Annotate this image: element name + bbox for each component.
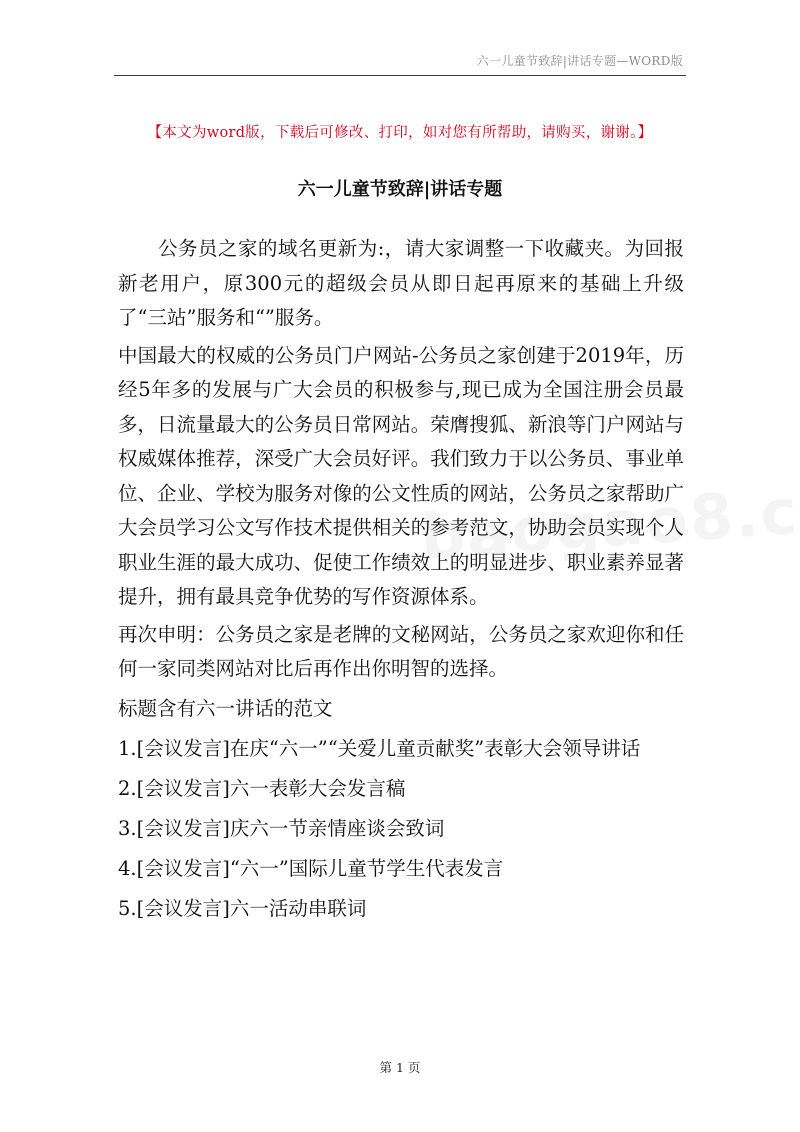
article-list <box>118 692 684 932</box>
list-item: 3.[会议发言]庆六一节亲情座谈会致词 <box>118 816 445 840</box>
list-item: 2.[会议发言]六一表彰大会发言稿 <box>118 776 406 800</box>
paragraph-site-history: 中国最大的权威的公务员门户网站-公务员之家创建于2019年，历经5年多的发展与广大会员的积极参与,现已成为全国注册会员最多，日流量最大的公务员日常网站。荣膺搜狐、新浪等门户网站与权威媒体推荐，深受广大会员好评。我们致力于以公务员、事业单位、企业、学校为服务对像的公文性质的网站，公务员之家帮助广大会员学习公文写作技术提供相关的参考范文，协助会员实现个人职业生涯的最大成功、促使工作绩效上的明显进步、职业素养显著提升，拥有最具竞争优势的写作资源体系。 <box>118 343 684 608</box>
header-divider <box>114 75 686 76</box>
page-number: 第 1 页 <box>379 1060 421 1075</box>
paragraph-intro: 公务员之家的域名更新为:，请大家调整一下收藏夹。为回报新老用户，原300元的超级会员从即日起再原来的基础上升级了“三站”服务和“”服务。 <box>118 237 684 329</box>
purchase-notice: 【本文为word版，下载后可修改、打印，如对您有所帮助，请购买，谢谢。】 <box>147 125 653 141</box>
document-body <box>118 232 684 932</box>
list-item: 1.[会议发言]在庆“六一”“关爱儿童贡献奖”表彰大会领导讲话 <box>118 736 641 760</box>
list-item: 4.[会议发言]“六一”国际儿童节学生代表发言 <box>118 856 504 880</box>
paragraph-declaration: 再次申明：公务员之家是老牌的文秘网站，公务员之家欢迎你和任何一家同类网站对比后再作出你明智的选择。 <box>118 622 684 680</box>
running-header: 六一儿童节致辞|讲话专题—WORD版 <box>476 54 683 68</box>
document-title: 六一儿童节致辞|讲话专题 <box>297 179 503 200</box>
list-heading: 标题含有六一讲话的范文 <box>118 696 333 720</box>
list-item: 5.[会议发言]六一活动串联词 <box>118 896 367 920</box>
